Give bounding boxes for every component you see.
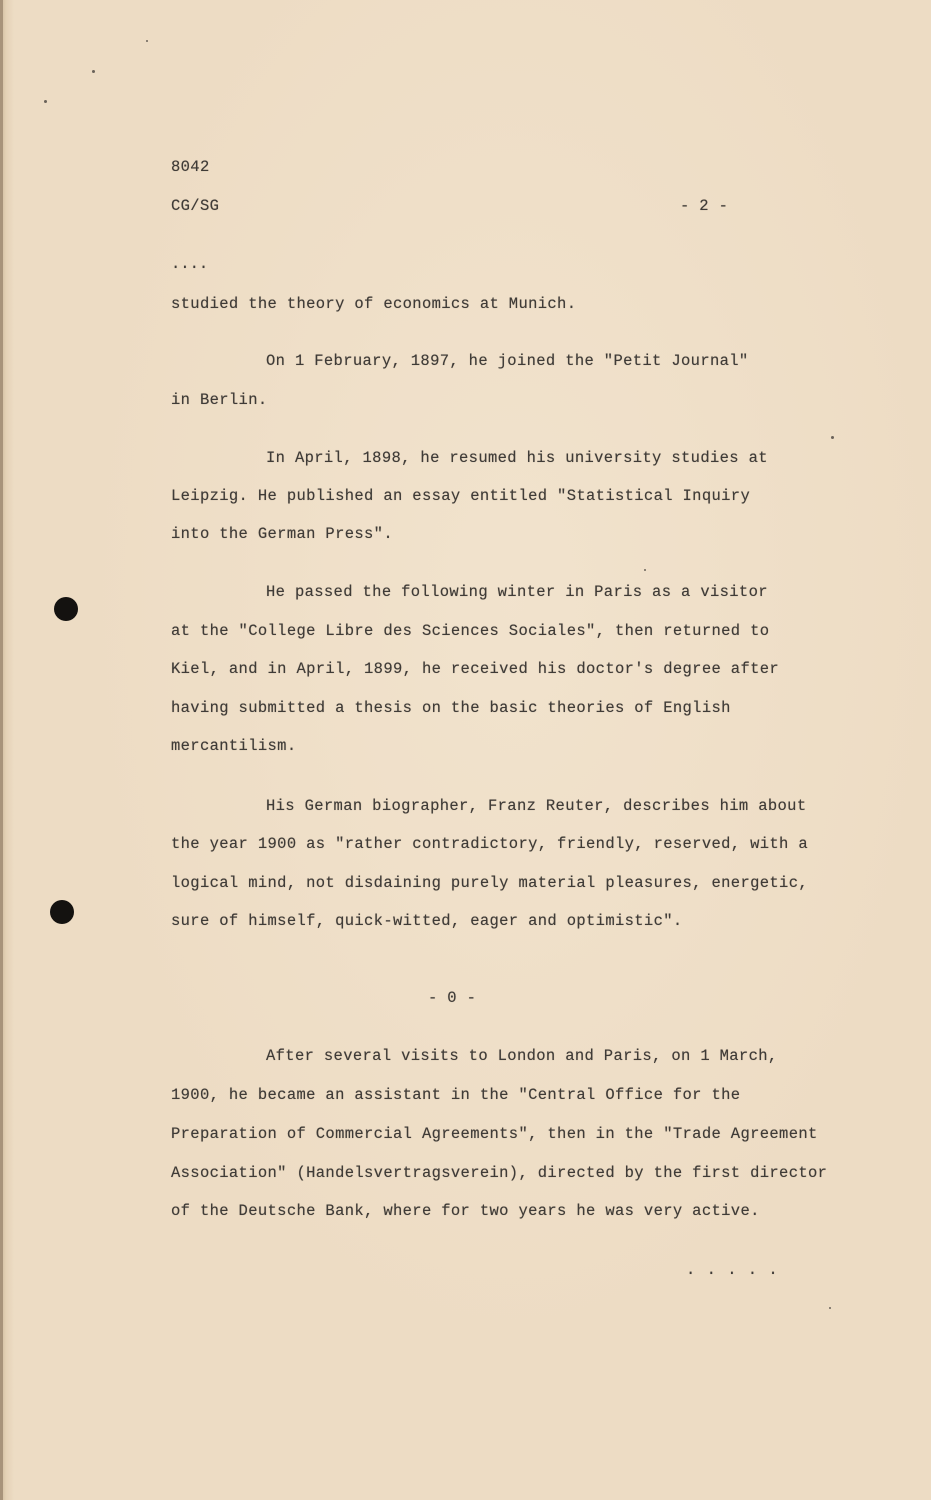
punch-hole-lower	[50, 900, 74, 924]
continuation-dots-top: ....	[171, 255, 209, 273]
document-number: 8042	[171, 158, 210, 176]
paper-speck	[831, 436, 834, 439]
paragraph-line: He passed the following winter in Paris as a visitor	[266, 583, 768, 601]
paper-speck	[92, 70, 95, 73]
punch-hole-upper	[54, 597, 78, 621]
paragraph-line: sure of himself, quick-witted, eager and optimistic".	[171, 912, 683, 930]
paragraph-line: in Berlin.	[171, 391, 268, 409]
paragraph-line: Association" (Handelsvertragsverein), directed by the first director	[171, 1164, 828, 1182]
paper-speck	[44, 100, 47, 103]
paper-speck	[829, 1307, 831, 1309]
paragraph-line: mercantilism.	[171, 737, 297, 755]
paragraph-line: His German biographer, Franz Reuter, describes him about	[266, 797, 807, 815]
paragraph-line: at the "College Libre des Sciences Sociales", then returned to	[171, 622, 770, 640]
paragraph-line: the year 1900 as "rather contradictory, friendly, reserved, with a	[171, 835, 808, 853]
page-number: - 2 -	[680, 197, 729, 215]
paper-speck	[644, 569, 646, 571]
paragraph-line: of the Deutsche Bank, where for two years he was very active.	[171, 1202, 760, 1220]
paragraph-line: into the German Press".	[171, 525, 393, 543]
paper-speck	[146, 40, 148, 42]
paragraph-line: logical mind, not disdaining purely material pleasures, energetic,	[171, 874, 808, 892]
section-separator: - 0 -	[428, 989, 477, 1007]
paragraph-line: 1900, he became an assistant in the "Central Office for the	[171, 1086, 741, 1104]
paragraph-line: Preparation of Commercial Agreements", then in the "Trade Agreement	[171, 1125, 818, 1143]
paragraph-line: After several visits to London and Paris, on 1 March,	[266, 1047, 778, 1065]
page-left-edge	[0, 0, 3, 1500]
initials: CG/SG	[171, 197, 220, 215]
paragraph-line: Leipzig. He published an essay entitled "Statistical Inquiry	[171, 487, 751, 505]
paragraph-line: Kiel, and in April, 1899, he received his doctor's degree after	[171, 660, 780, 678]
paragraph-line: In April, 1898, he resumed his university studies at	[266, 449, 768, 467]
paragraph-line: On 1 February, 1897, he joined the "Petit Journal"	[266, 352, 749, 370]
paragraph-line: studied the theory of economics at Munich.	[171, 295, 577, 313]
continuation-dots-bottom: . . . . .	[686, 1261, 779, 1279]
paragraph-line: having submitted a thesis on the basic theories of English	[171, 699, 731, 717]
